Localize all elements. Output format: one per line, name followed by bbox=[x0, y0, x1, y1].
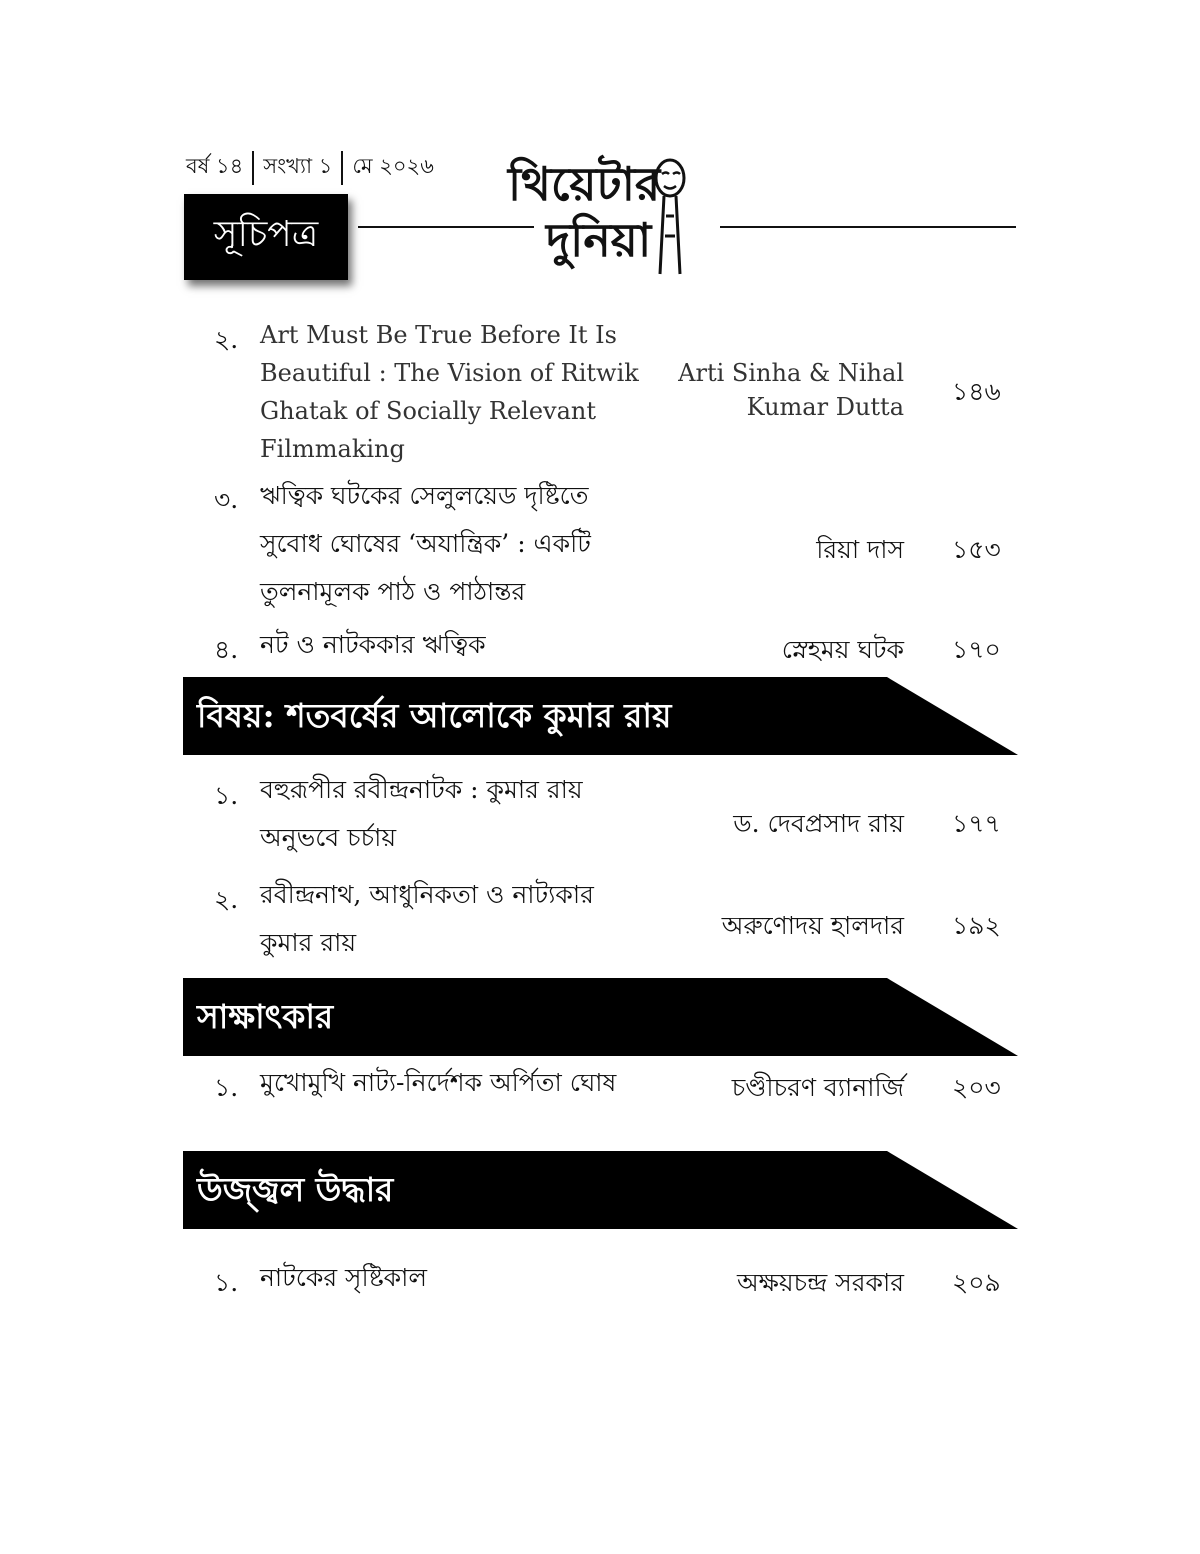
entry-author: অরুণোদয় হালদার bbox=[721, 911, 904, 940]
magazine-logo bbox=[508, 156, 703, 286]
section-heading-band bbox=[183, 1151, 1018, 1229]
entry-page: ২০৯ bbox=[952, 1268, 1001, 1297]
entry-author: ড. দেবপ্রসাদ রায় bbox=[733, 809, 904, 838]
entry-page: ১৭৭ bbox=[952, 809, 1001, 838]
section-heading: উজ্জ্বল উদ্ধার bbox=[197, 1170, 394, 1209]
entry-number: ২. bbox=[214, 885, 239, 914]
issue-date: মে ২০২৬ bbox=[352, 154, 434, 178]
entry-title: রবীন্দ্রনাথ, আধুনিকতা ও নাট্যকার কুমার রায় bbox=[260, 880, 594, 957]
entry-title: নাটকের সৃষ্টিকাল bbox=[260, 1263, 428, 1292]
entry-number: ১. bbox=[214, 1073, 239, 1102]
issue-year: বর্ষ ১৪ bbox=[186, 154, 244, 178]
entry-title: বহুরূপীর রবীন্দ্রনাটক : কুমার রায় অনুভবে চর্চায় bbox=[260, 775, 583, 852]
issue-separator bbox=[341, 151, 343, 185]
entry-number: ৪. bbox=[214, 635, 239, 664]
header-rule-right bbox=[720, 226, 1016, 228]
entry-title: নট ও নাটককার ঋত্বিক bbox=[260, 630, 486, 659]
toc-heading: সূচিপত্র bbox=[213, 214, 319, 255]
logo-word-2: দুনিয়া bbox=[546, 213, 652, 267]
entry-author: স্নেহময় ঘটক bbox=[781, 635, 904, 664]
logo-word-1: থিয়েটার bbox=[508, 157, 661, 211]
entry-author: অক্ষয়চন্দ্র সরকার bbox=[736, 1268, 904, 1297]
toc-heading-badge bbox=[184, 194, 348, 280]
entry-author: চণ্ডীচরণ ব্যানার্জি bbox=[731, 1073, 904, 1102]
entry-page: ১৭০ bbox=[952, 635, 1001, 664]
entry-number: ১. bbox=[214, 781, 239, 810]
entry-title: মুখোমুখি নাট্য-নির্দেশক অর্পিতা ঘোষ bbox=[260, 1068, 617, 1097]
section-heading: বিষয়: শতবর্ষের আলোকে কুমার রায় bbox=[197, 696, 672, 735]
entry-title: ঋত্বিক ঘটকের সেলুলয়েড দৃষ্টিতে সুবোধ ঘোষের ‘অযান্ত্রিক’ : একটি তুলনামূলক পাঠ ও পাঠান্তর bbox=[260, 481, 591, 606]
entry-number: ৩. bbox=[214, 485, 239, 514]
entry-page: ১৯২ bbox=[952, 911, 1001, 940]
entry-author: Arti Sinha & Nihal Kumar Dutta bbox=[678, 359, 904, 421]
entry-number: ১. bbox=[214, 1268, 239, 1297]
section-heading-band bbox=[183, 677, 1018, 755]
entry-title: Art Must Be True Before It Is Beautiful : The Vision of Ritwik Ghatak of Socially Relevant Filmmaking bbox=[260, 321, 639, 463]
issue-info bbox=[186, 150, 434, 185]
issue-separator bbox=[252, 151, 254, 185]
section-heading: সাক্ষাৎকার bbox=[197, 997, 334, 1036]
entry-page: ১৫৩ bbox=[952, 535, 1001, 564]
issue-number: সংখ্যা ১ bbox=[263, 154, 333, 178]
entry-author: রিয়া দাস bbox=[816, 535, 904, 564]
entry-page: ২০৩ bbox=[952, 1073, 1001, 1102]
section-heading-band bbox=[183, 978, 1018, 1056]
entry-number: ২. bbox=[214, 325, 239, 354]
theatre-mask-icon bbox=[640, 156, 700, 280]
entry-page: ১৪৬ bbox=[952, 377, 1001, 406]
